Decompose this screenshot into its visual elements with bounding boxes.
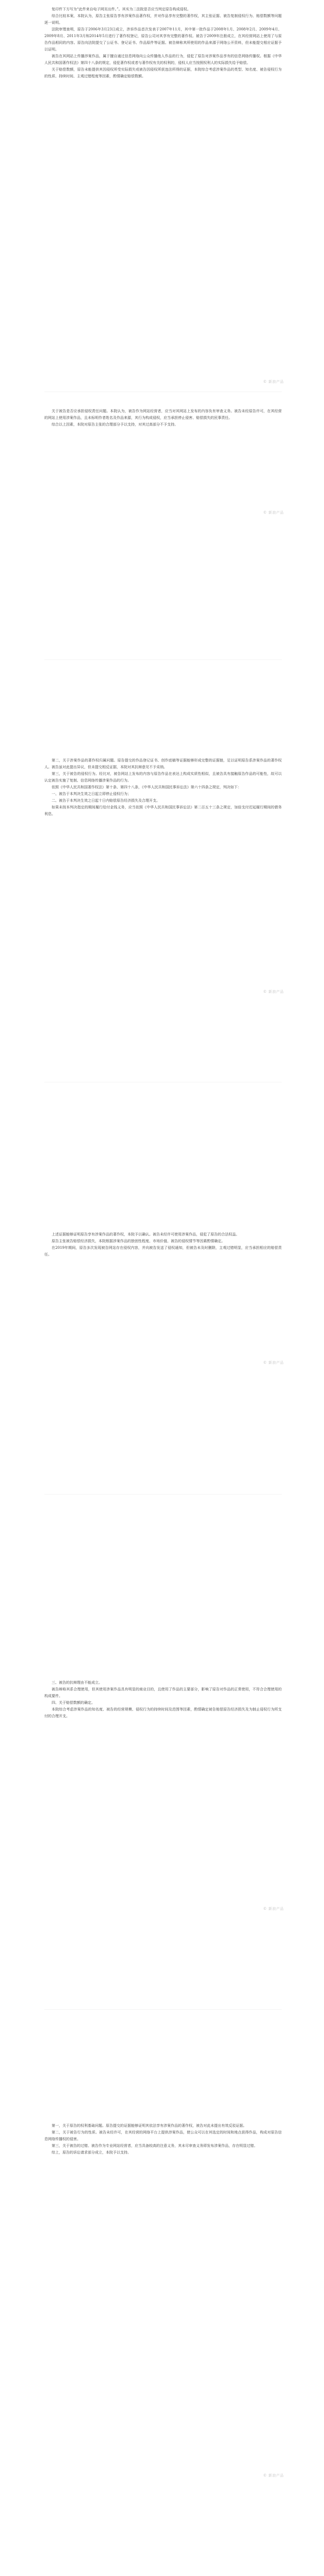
paragraph: 关于赔偿数额，原告未能提供其因侵权所受实际损失或被告因侵权所获违法所得的证据，本院综合考虑涉案作品的类型、知名度、被告侵权行为的性质、持续时间、主观过错程度等因素，酌情确定赔偿数额。 — [44, 67, 282, 78]
watermark: © 新浪产品 — [263, 380, 284, 384]
paragraph: 原告主张被告赔偿经济损失，本院根据涉案作品的独创性程度、市场价值、被告的侵权情节等因素酌情确定。 — [52, 1239, 225, 1243]
paragraph: 依照《中华人民共和国著作权法》第十条、第四十八条，《中华人民共和国民事诉讼法》第六十四条之规定，判决如下： — [52, 785, 241, 789]
paragraph: 如果未按本判决指定的期间履行给付金钱义务，应当依照《中华人民共和国民事诉讼法》第二百五十三条之规定，加倍支付迟延履行期间的债务利息。 — [44, 805, 282, 816]
paragraph: 本院综合考虑涉案作品的知名度、被告的经营规模、侵权行为的持续时间及范围等因素，酌情确定被告赔偿原告经济损失及为制止侵权行为所支付的合理开支。 — [44, 1707, 282, 1718]
page-2-text — [44, 408, 282, 428]
paragraph: 上述证据能够证明原告享有涉案作品的著作权，本院予以确认。被告未经许可使用涉案作品，侵犯了原告的合法权益。 — [52, 1232, 239, 1236]
paragraph: 被告辩称其系合理使用，但其使用涉案作品具有明显的商业目的，且使用了作品的主要部分，影响了原告对作品的正常使用，不符合合理使用的构成要件。 — [44, 1687, 282, 1698]
paragraph: 第二，关于被告行为的性质。被告未经许可，在其经营的网络平台上提供涉案作品，使公众可以在其选定的时间和地点获得作品，构成对原告信息网络传播权的侵害。 — [44, 2130, 282, 2141]
paragraph: 综合以上因素，本院对原告主张的合理部分予以支持，对其过高部分不予支持。 — [52, 422, 178, 427]
watermark: © 新浪产品 — [263, 1907, 284, 1911]
watermark: © 新浪产品 — [263, 511, 284, 515]
paragraph: 法院审理查明，原告于2006年3月23日成立，涉诉作品首次发表于2007年11月，其中第一批作品于2008年1月、2008年2月、2009年4月、2009年8月、2011年3月和2014年5月进行了著作权登记，原告公司对其享有完整的著作权。被告于2009年注册成立，在其经营网站上使用了与原告作品相同的内容。原告向法院提交了公证书、登记证书、作品原件等证据。被告辩称其所使用的作品来源于网络公开资料，但未能提交相应证据予以证明。 — [44, 27, 282, 52]
paragraph: 复印件下方写为“此件来自电子网页出件。”。其实为二法院是否应当判定原告构成侵权。 — [52, 7, 191, 11]
paragraph: 一、被告于本判决生效之日起立即停止侵权行为； — [52, 792, 131, 796]
paragraph: 在2019年期间，原告多次发现被告网站存在侵权内容，并向被告发送了侵权通知，但被告未及时删除，主观过错明显，应当承担相应的赔偿责任。 — [44, 1246, 282, 1257]
paragraph: 二、被告于本判决生效之日起十日内赔偿原告经济损失及合理开支。 — [52, 799, 160, 803]
paragraph: 第三，关于被告的侵权行为。经比对，被告网站上发布的内容与原告作品在表达上构成实质性相似，且被告具有接触原告作品的可能性，故可以认定被告实施了复制、信息网络传播涉案作品的行为。 — [44, 772, 282, 783]
paragraph: 第二，关于涉案作品的著作权归属问题。原告提交的作品登记证书、创作底稿等证据能够形成完整的证据链，足以证明原告系涉案作品的著作权人。被告虽对此提出异议，但未提交相反证据，本院对其抗辩意见不予采纳。 — [44, 758, 282, 769]
page-1-text — [44, 6, 282, 80]
watermark: © 新浪产品 — [263, 990, 284, 994]
watermark: © 新浪产品 — [263, 2473, 284, 2478]
page-3-text — [44, 757, 282, 818]
paragraph: 第三，关于被告的过错。被告作为专业网站经营者，应当具备较高的注意义务，其未尽审查义务即发布涉案作品，存在明显过错。 — [52, 2144, 257, 2148]
page-4-text — [44, 1231, 282, 1258]
page-gap — [44, 659, 282, 660]
page-gap — [44, 1494, 282, 1495]
paragraph: 第一，关于原告的权利基础问题。原告提交的证据能够证明其依法享有涉案作品的著作权，被告对此未提出有效反驳证据。 — [52, 2124, 247, 2128]
paragraph: 综合比较本案，本院认为，原告主张原告享有涉案作品著作权，并对作品享有完整的著作权，其主张证据、被告复制侵权行为、赔偿数额等问题逐一说明。 — [44, 14, 282, 25]
watermark: © 新浪产品 — [263, 1361, 284, 1365]
page-gap — [44, 2009, 282, 2010]
paragraph: 三、被告的抗辩理由不能成立。 — [52, 1681, 102, 1685]
paragraph: 被告在其网站上传播涉案作品，属于擅自通过信息网络向公众传播他人作品的行为，侵犯了原告对涉案作品享有的信息网络传播权。根据《中华人民共和国著作权法》第四十八条的规定，侵犯著作权或者与著作权有关的权利的，侵权人应当按照权利人的实际损失给予赔偿。 — [44, 54, 282, 65]
paragraph: 四、关于赔偿数额的确定。 — [52, 1701, 95, 1705]
paragraph: 关于被告是否应承担侵权责任问题。本院认为，被告作为网站经营者，应当对其网站上发布的内容负有审查义务。被告未经原告许可，在其经营的网站上使用涉案作品，且未标明作者姓名及作品来源，其行为构成侵权，应当承担停止侵害、赔偿损失的民事责任。 — [44, 409, 282, 420]
page-5-text — [44, 1680, 282, 1720]
page-6-text — [44, 2123, 282, 2156]
paragraph: 综上，原告的诉讼请求部分成立，本院予以支持。 — [52, 2150, 131, 2155]
